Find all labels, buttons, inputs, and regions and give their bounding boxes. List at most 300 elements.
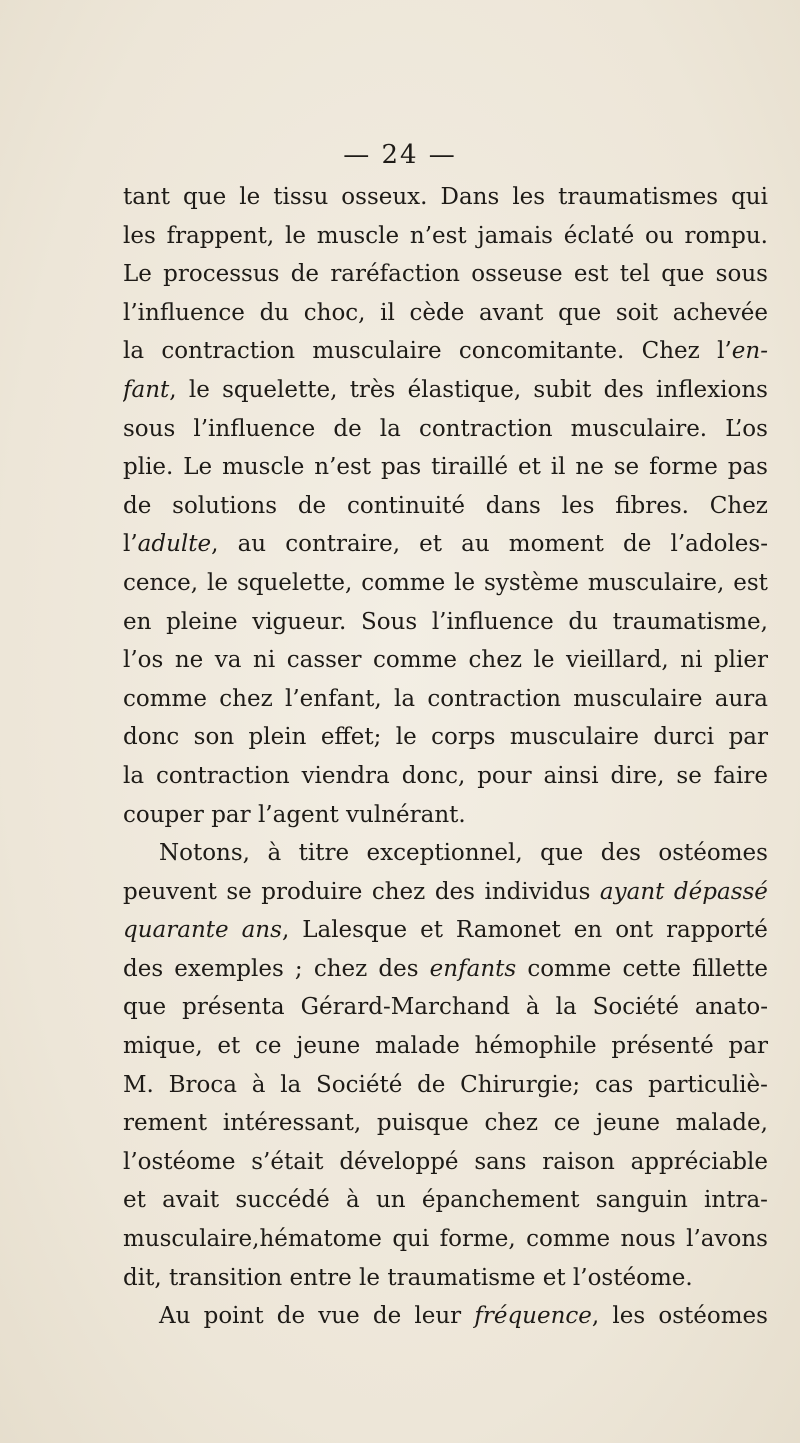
text: comme <box>526 1226 611 1253</box>
word <box>642 332 700 371</box>
word <box>123 950 163 989</box>
text: , <box>169 376 177 403</box>
text: l’influence <box>193 415 316 442</box>
word <box>123 487 151 526</box>
word <box>123 332 144 371</box>
text: particuliè- <box>648 1071 768 1098</box>
text-line <box>123 1297 768 1336</box>
word <box>575 448 603 487</box>
word <box>350 371 396 410</box>
text: la <box>123 338 145 365</box>
text: se <box>676 762 702 789</box>
word <box>159 1297 190 1336</box>
word <box>226 873 251 912</box>
text: Gérard-Marchand <box>300 994 510 1021</box>
word <box>518 448 541 487</box>
text: exemples <box>174 955 284 982</box>
word <box>716 255 768 294</box>
text: exceptionnel, <box>366 840 523 867</box>
text: que <box>540 840 584 867</box>
word <box>285 680 382 719</box>
text-line <box>123 988 768 1027</box>
text: chez <box>313 955 368 982</box>
word <box>189 371 210 410</box>
text: soit <box>615 299 659 326</box>
word <box>615 487 689 526</box>
word <box>372 873 425 912</box>
text: malade <box>374 1033 460 1060</box>
word <box>410 217 467 256</box>
text: traumatisme <box>387 1264 536 1291</box>
text-line <box>123 564 768 603</box>
text-line <box>123 603 768 642</box>
text-line <box>123 757 768 796</box>
text: système <box>484 569 579 596</box>
text: cence, <box>123 569 199 596</box>
word <box>614 448 639 487</box>
text: succédé <box>235 1187 330 1214</box>
text: viendra <box>301 762 390 789</box>
text: ne <box>174 647 204 674</box>
word <box>169 1259 290 1298</box>
text: que <box>661 261 705 288</box>
word <box>431 448 508 487</box>
word <box>267 834 281 873</box>
text: inflexions <box>656 376 768 403</box>
text: et <box>420 917 443 944</box>
text-line <box>123 410 768 449</box>
text: va <box>214 647 242 674</box>
text: des <box>600 840 641 867</box>
word <box>285 525 400 564</box>
word <box>123 1104 207 1143</box>
word <box>653 718 714 757</box>
text: des <box>123 955 164 982</box>
text: et <box>217 1033 241 1060</box>
text: présenta <box>182 994 285 1021</box>
text: développé <box>339 1148 459 1175</box>
text: entre <box>289 1264 352 1291</box>
text-line <box>123 950 768 989</box>
word <box>123 680 207 719</box>
text: dit, <box>123 1264 162 1291</box>
text: dire, <box>610 762 665 789</box>
text: à <box>251 1071 266 1098</box>
word <box>551 448 566 487</box>
text: qui <box>731 184 768 210</box>
text: osseux. <box>341 184 428 210</box>
word <box>715 680 768 719</box>
word <box>159 834 250 873</box>
word <box>543 1259 573 1298</box>
text: Chez <box>641 338 700 365</box>
word <box>533 641 554 680</box>
text: osseuse <box>471 261 563 288</box>
text: son <box>193 724 235 751</box>
text: Chez <box>709 492 768 519</box>
text: musculaire <box>312 338 442 365</box>
word <box>459 332 624 371</box>
text: sous <box>123 415 176 442</box>
word <box>656 371 768 410</box>
word <box>123 911 229 950</box>
text: processus <box>163 261 280 288</box>
word <box>373 641 457 680</box>
word <box>558 294 601 333</box>
word <box>174 950 284 989</box>
text: mique, <box>123 1033 203 1060</box>
text: produire <box>261 878 363 905</box>
text-line <box>123 1181 768 1220</box>
text: musculaire <box>573 685 703 712</box>
text-line <box>123 487 768 526</box>
word <box>123 873 217 912</box>
word <box>321 718 382 757</box>
word <box>253 641 275 680</box>
text: est <box>573 261 609 288</box>
word <box>280 1066 301 1105</box>
text: appréciable <box>630 1148 768 1175</box>
text: raréfaction <box>330 261 460 288</box>
text: la <box>280 1071 302 1098</box>
text: vue <box>318 1303 360 1330</box>
word <box>408 371 522 410</box>
text: comme <box>527 955 612 982</box>
word <box>554 1104 581 1143</box>
text: traumatismes <box>558 184 719 210</box>
text: Ramonet <box>455 917 561 944</box>
word <box>477 757 531 796</box>
text: les <box>612 1303 646 1330</box>
text: la <box>393 685 416 712</box>
word <box>674 873 768 912</box>
word <box>658 834 768 873</box>
text: choc, <box>303 299 366 326</box>
word <box>123 796 211 835</box>
word <box>167 217 275 256</box>
word <box>123 525 218 564</box>
word <box>359 1259 387 1298</box>
text: l’agent <box>257 801 339 828</box>
text: , <box>211 531 219 558</box>
text: , <box>281 917 290 944</box>
text-line <box>123 1220 768 1259</box>
word <box>728 448 768 487</box>
text: cède <box>409 299 465 326</box>
word <box>526 1220 610 1259</box>
text: fibres. <box>615 492 689 519</box>
text: peuvent <box>123 878 217 905</box>
text: musculaire, <box>587 569 725 596</box>
word <box>556 988 577 1027</box>
text: contraction <box>418 415 553 442</box>
text: ni <box>253 647 276 674</box>
text: aura <box>714 685 768 712</box>
text: et <box>542 1264 566 1291</box>
word <box>380 410 401 449</box>
text: faire <box>713 762 768 789</box>
word <box>623 525 651 564</box>
text: l’ <box>717 338 732 365</box>
word <box>573 1259 693 1298</box>
word <box>123 371 177 410</box>
word <box>302 911 407 950</box>
text: sous <box>715 261 768 288</box>
word <box>402 757 466 796</box>
word <box>704 1181 768 1220</box>
text: Sous <box>360 608 418 635</box>
text: s’était <box>251 1148 324 1175</box>
text: n’est <box>314 454 372 481</box>
text: et <box>518 454 541 481</box>
text: moment <box>508 531 604 558</box>
text: tiraillé <box>431 454 509 481</box>
text: ; <box>294 955 303 982</box>
text: muscle <box>222 454 305 481</box>
text: et <box>123 1187 146 1214</box>
word <box>123 294 245 333</box>
word <box>695 988 768 1027</box>
text-line <box>123 371 768 410</box>
word <box>671 525 769 564</box>
text: vulnérant. <box>346 801 466 828</box>
word <box>610 757 664 796</box>
word <box>346 1181 360 1220</box>
word <box>162 1181 219 1220</box>
text: la <box>379 415 401 442</box>
word <box>666 911 768 950</box>
word <box>648 1066 768 1105</box>
word <box>251 1143 323 1182</box>
word <box>238 525 267 564</box>
word <box>574 911 602 950</box>
text: contraire, <box>285 531 400 558</box>
word <box>260 294 290 333</box>
text: par <box>728 1033 768 1060</box>
word <box>649 448 718 487</box>
word <box>596 1104 660 1143</box>
word <box>471 255 562 294</box>
text: éclaté <box>563 222 635 249</box>
text-line <box>123 1143 768 1182</box>
text: l’adoles- <box>670 531 768 558</box>
word <box>512 178 545 217</box>
text: donc <box>123 724 180 751</box>
word <box>182 988 285 1027</box>
word <box>289 1259 359 1298</box>
word <box>387 1259 542 1298</box>
text: que <box>123 994 167 1021</box>
text: intra- <box>704 1187 768 1214</box>
word <box>312 332 441 371</box>
text: Dans <box>440 184 500 210</box>
body-text <box>123 178 768 1336</box>
text: l’os <box>123 647 164 674</box>
text: leur <box>414 1303 462 1330</box>
italic-text: fréquence <box>474 1303 592 1330</box>
word <box>291 255 319 294</box>
text: ce <box>254 1033 282 1060</box>
text: très <box>349 376 396 403</box>
word <box>564 217 634 256</box>
text: ne <box>575 454 604 481</box>
text: présenté <box>611 1033 714 1060</box>
word <box>729 1027 768 1066</box>
text: donc, <box>401 762 466 789</box>
text: l’ostéome <box>123 1148 236 1175</box>
text: tant <box>123 184 171 210</box>
word <box>193 410 315 449</box>
word <box>249 718 307 757</box>
word <box>622 950 681 989</box>
word <box>717 332 768 371</box>
word <box>595 1066 633 1105</box>
word <box>169 1066 237 1105</box>
word <box>611 1027 713 1066</box>
word <box>314 950 367 989</box>
word <box>316 1066 402 1105</box>
text: tel <box>619 261 650 288</box>
text-line <box>123 1259 768 1298</box>
word <box>731 178 768 217</box>
word <box>123 410 175 449</box>
text-line <box>123 525 768 564</box>
text: Notons, <box>159 840 250 867</box>
italic-text: dépassé <box>673 878 768 905</box>
text: Lalesque <box>302 917 408 944</box>
word <box>714 641 768 680</box>
text: musculaire,hématome <box>123 1226 382 1253</box>
word <box>346 796 466 835</box>
text: le <box>239 184 261 210</box>
word <box>273 178 328 217</box>
word <box>527 950 611 989</box>
word <box>373 1297 401 1336</box>
text: le <box>188 376 210 403</box>
word <box>588 564 724 603</box>
text: musculaire <box>509 724 639 751</box>
text: contraction <box>156 762 290 789</box>
text: sans <box>474 1148 527 1175</box>
text: forme, <box>439 1226 516 1253</box>
word <box>123 448 173 487</box>
text: les <box>512 184 546 210</box>
text: l’influence <box>431 608 554 635</box>
text: n’est <box>409 222 467 249</box>
text: plier <box>713 647 768 674</box>
text: du <box>259 299 290 326</box>
text: jamais <box>477 222 553 249</box>
text: hémophile <box>474 1033 597 1060</box>
word <box>596 1181 688 1220</box>
text: M. <box>123 1071 154 1098</box>
word <box>123 718 179 757</box>
text: que <box>183 184 227 210</box>
word <box>409 294 464 333</box>
text: épanchement <box>421 1187 580 1214</box>
text-line <box>123 1027 768 1066</box>
word <box>568 603 598 642</box>
word <box>486 487 541 526</box>
word <box>377 1104 469 1143</box>
word <box>474 1143 526 1182</box>
text: muscle <box>316 222 400 249</box>
word <box>172 487 277 526</box>
word <box>474 1297 599 1336</box>
text: de <box>276 1303 306 1330</box>
text-line <box>123 911 768 950</box>
word <box>361 564 445 603</box>
text-line <box>123 332 768 371</box>
word <box>485 1104 538 1143</box>
word <box>381 448 421 487</box>
word <box>317 217 399 256</box>
text: de <box>623 531 652 558</box>
text: squelette, <box>222 376 338 403</box>
text: subit <box>533 376 592 403</box>
word <box>163 255 279 294</box>
text: la <box>123 762 145 789</box>
text: sanguin <box>595 1187 688 1214</box>
word <box>615 911 653 950</box>
text: l’influence <box>123 299 245 326</box>
word <box>318 1297 359 1336</box>
word <box>600 873 664 912</box>
word <box>533 371 591 410</box>
text: l’avons <box>686 1226 768 1253</box>
text: en <box>123 608 152 635</box>
word <box>725 410 768 449</box>
word <box>714 757 768 796</box>
word <box>378 950 418 989</box>
text: vieillard, <box>565 647 669 674</box>
word <box>613 603 768 642</box>
text: du <box>568 608 598 635</box>
text: plie. <box>123 454 174 481</box>
text: comme <box>373 647 458 674</box>
word <box>285 217 306 256</box>
text: jeune <box>595 1110 660 1137</box>
text-line <box>123 255 768 294</box>
page-number: — 24 — <box>343 140 457 170</box>
text: ou <box>645 222 674 249</box>
word <box>183 178 226 217</box>
word <box>330 255 460 294</box>
text: Chirurgie; <box>460 1071 581 1098</box>
italic-text: en- <box>731 338 768 365</box>
word <box>460 1066 580 1105</box>
word <box>375 1027 460 1066</box>
text: achevée <box>672 299 768 326</box>
word <box>431 718 495 757</box>
word <box>509 525 604 564</box>
word <box>601 834 641 873</box>
word <box>156 757 290 796</box>
word <box>710 487 768 526</box>
word <box>645 217 674 256</box>
word <box>239 178 260 217</box>
text: le <box>454 569 476 596</box>
word <box>461 525 490 564</box>
text: raison <box>542 1148 615 1175</box>
word <box>479 294 543 333</box>
word <box>456 911 561 950</box>
text: la <box>555 994 577 1021</box>
word <box>333 410 361 449</box>
text: casser <box>286 647 362 674</box>
word <box>422 1181 580 1220</box>
word <box>631 1143 768 1182</box>
